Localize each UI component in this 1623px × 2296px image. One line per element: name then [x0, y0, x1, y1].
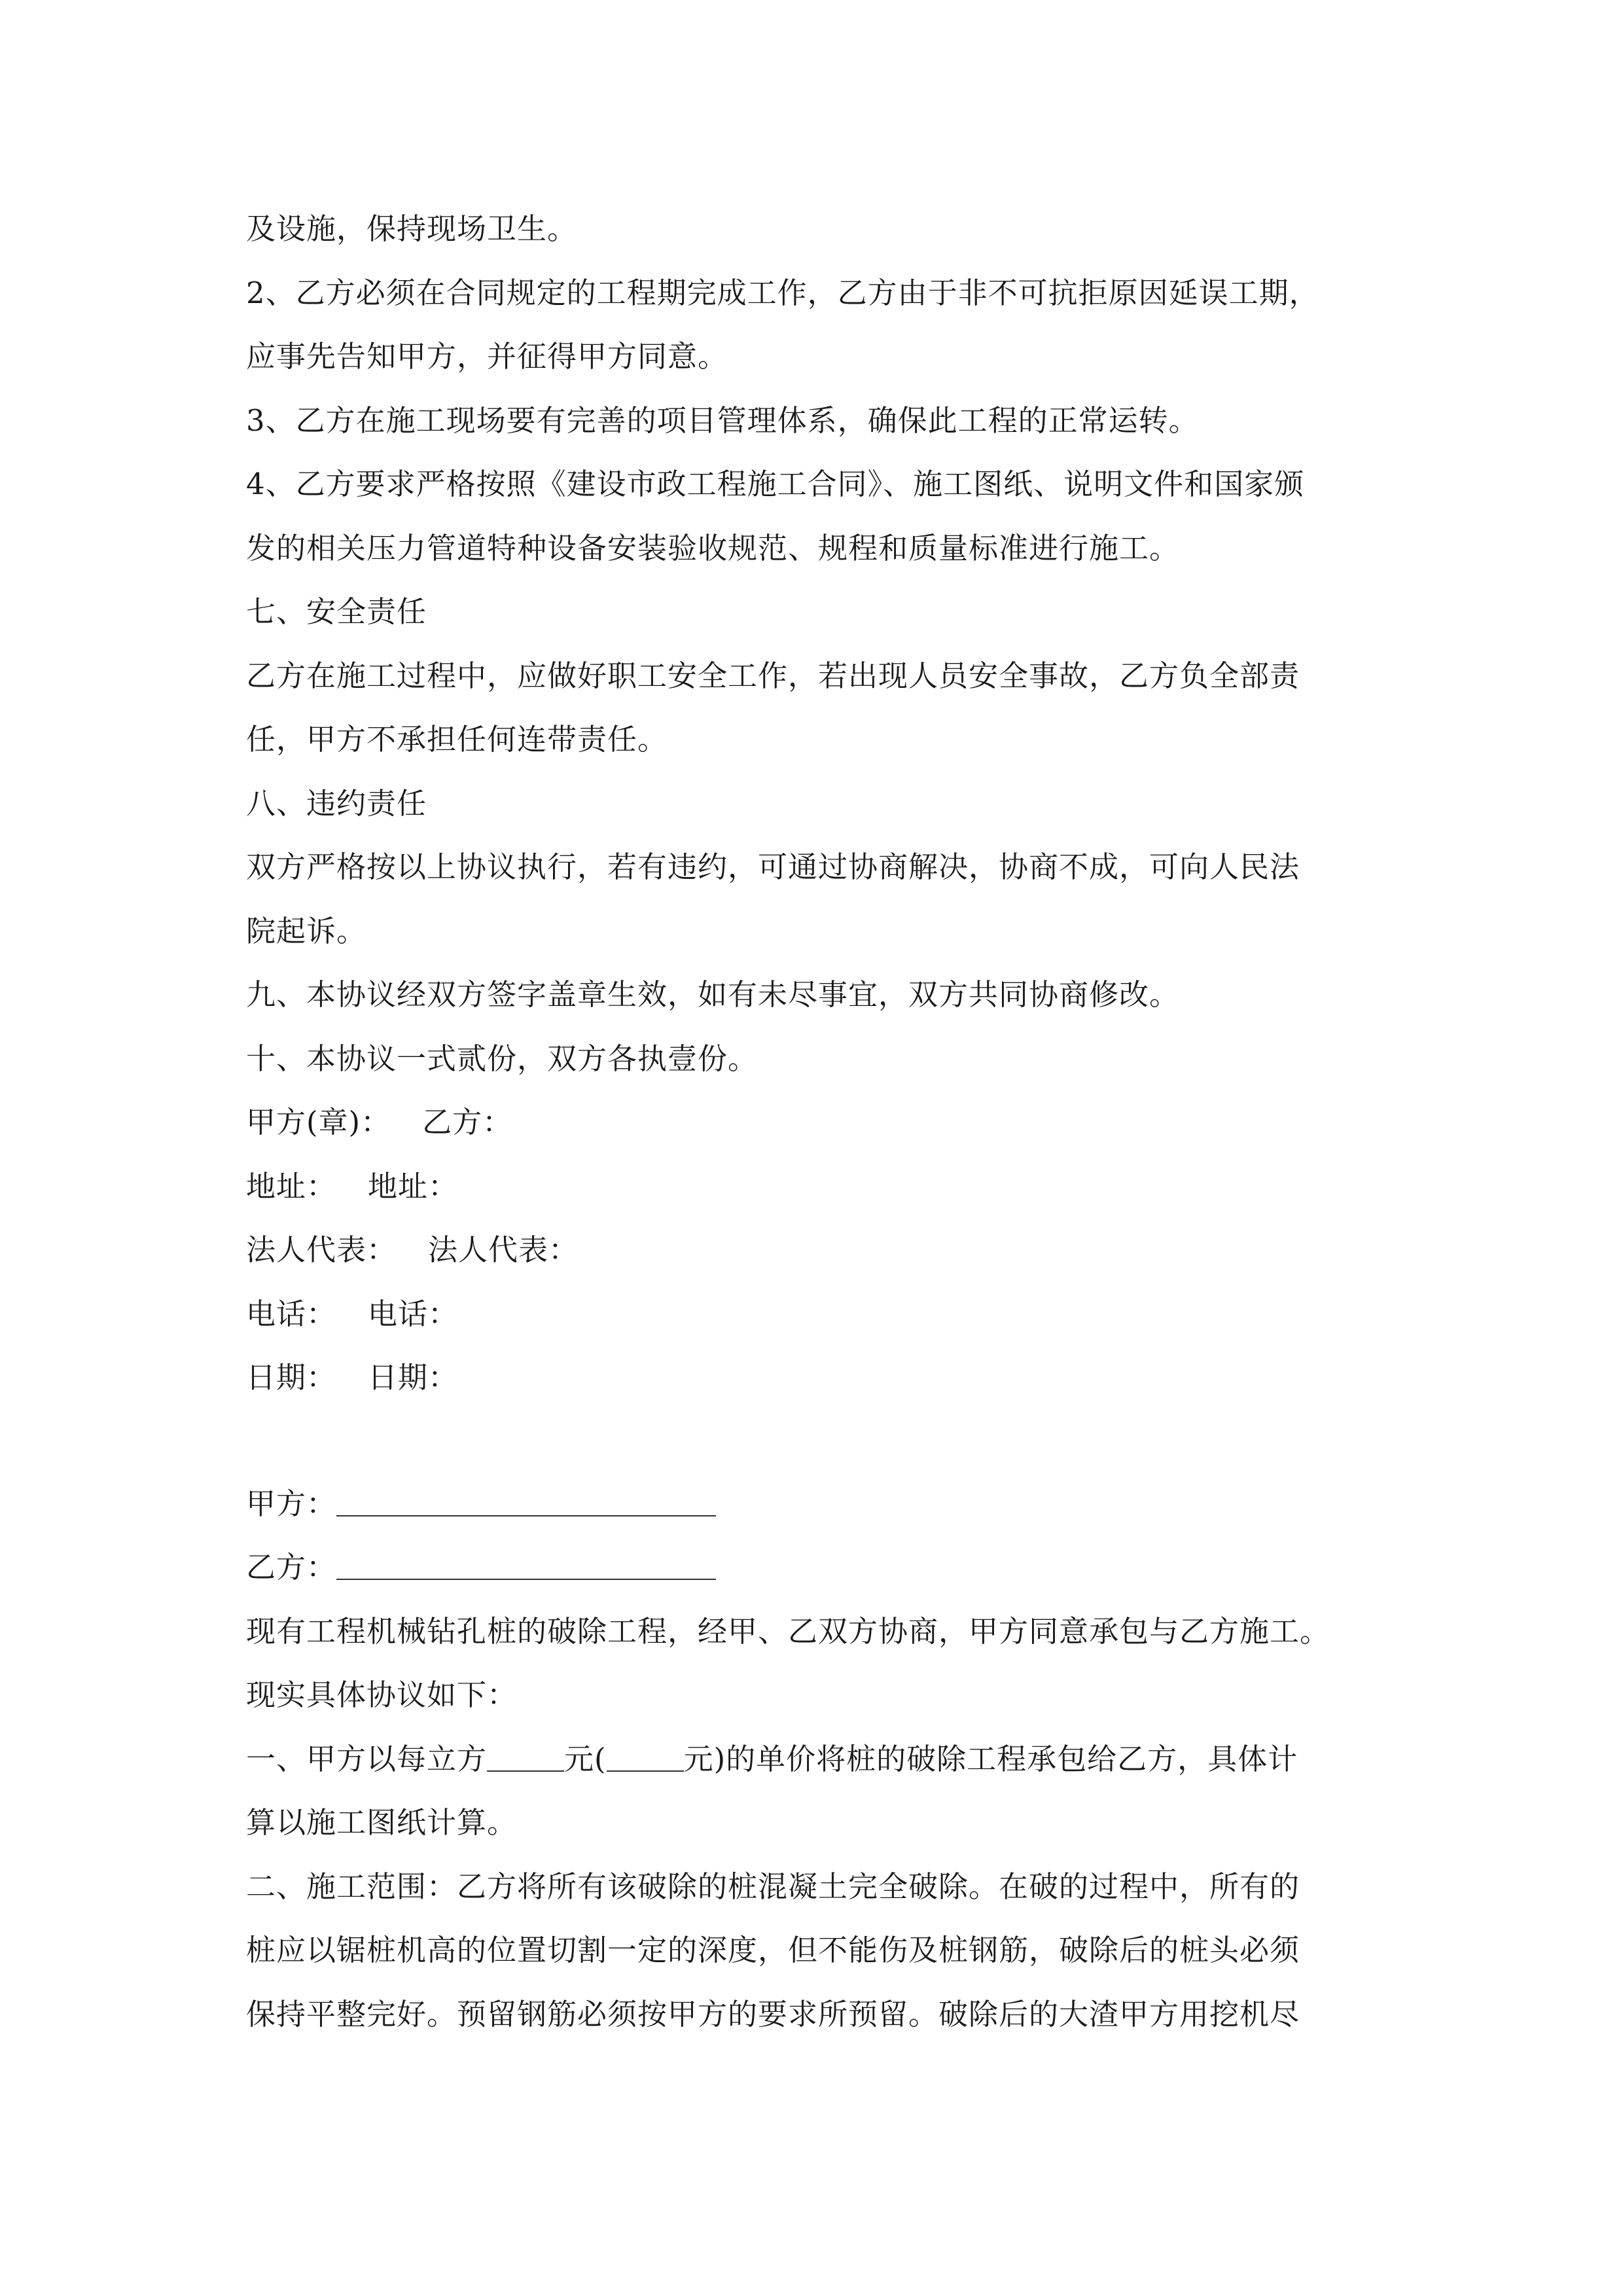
breach-line-1: 双方严格按以上协议执行，若有违约，可通过协商解决，协商不成，可向人民法: [246, 850, 1300, 884]
price-clause-part-1: 一、甲方以每立方: [246, 1742, 488, 1776]
signature-row-date: [246, 1358, 458, 1397]
scope-line-1: 二、施工范围：乙方将所有该破除的桩混凝土完全破除。在破的过程中，所有的: [246, 1869, 1300, 1904]
clause-text: 及设施，保持现场卫生。: [246, 211, 578, 246]
rep-a-label: 法人代表：: [246, 1232, 397, 1267]
date-a-label: 日期：: [246, 1360, 337, 1395]
price-clause-line-2: 算以施工图纸计算。: [246, 1805, 518, 1840]
safety-line-1: 乙方在施工过程中，应做好职工安全工作，若出现人员安全事故，乙方负全部责: [246, 658, 1300, 693]
party-a-line: [246, 1484, 716, 1524]
phone-a-label: 电话：: [246, 1297, 337, 1331]
party-b-line: [246, 1548, 716, 1587]
clause-9: 九、本协议经双方签字盖章生效，如有未尽事宜，双方共同协商修改。: [246, 977, 1180, 1012]
rep-b-label: 法人代表：: [428, 1232, 579, 1267]
party-b-underline: [336, 1552, 716, 1580]
price-clause-line-1: [246, 1740, 1298, 1779]
party-a-underline: [336, 1489, 716, 1516]
breach-line-2: 院起诉。: [246, 914, 367, 948]
signature-row-phone: [246, 1295, 458, 1334]
clause-3: 3、乙方在施工现场要有完善的项目管理体系，确保此工程的正常运转。: [246, 403, 1199, 438]
party-b-label: 乙方：: [422, 1105, 513, 1139]
clause-10: 十、本协议一式贰份，双方各执壹份。: [246, 1041, 758, 1076]
price-blank-1: [487, 1744, 564, 1772]
clause-4-line-1: 4、乙方要求严格按照《建设市政工程施工合同》、施工图纸、说明文件和国家颁: [246, 467, 1305, 501]
signature-row-rep: [246, 1230, 579, 1270]
safety-heading: 七、安全责任: [246, 594, 427, 629]
clause-2-line-2: 应事先告知甲方，并征得甲方同意。: [246, 339, 728, 374]
intro-line-1: 现有工程机械钻孔桩的破除工程，经甲、乙双方协商，甲方同意承包与乙方施工。: [246, 1614, 1330, 1649]
signature-row-address: [246, 1167, 458, 1206]
signature-row-party: [246, 1103, 512, 1142]
price-clause-part-3: 元)的单价将桩的破除工程承包给乙方，具体计: [683, 1742, 1298, 1776]
party-a-seal-label: 甲方(章)：: [246, 1105, 391, 1139]
breach-heading: 八、违约责任: [246, 786, 427, 821]
scope-line-2: 桩应以锯桩机高的位置切割一定的深度，但不能伤及桩钢筋，破除后的桩头必须: [246, 1933, 1300, 1967]
safety-line-2: 任，甲方不承担任何连带责任。: [246, 722, 668, 757]
clause-2-line-1: 2、乙方必须在合同规定的工程期完成工作，乙方由于非不可抗拒原因延误工期，: [246, 276, 1319, 310]
document-page: [246, 0, 1385, 2296]
address-b-label: 地址：: [368, 1169, 459, 1204]
price-blank-2: [607, 1744, 684, 1772]
clause-4-line-2: 发的相关压力管道特种设备安装验收规范、规程和质量标准进行施工。: [246, 531, 1180, 565]
party-b-label-2: 乙方：: [246, 1550, 337, 1585]
phone-b-label: 电话：: [368, 1297, 459, 1331]
party-a-label: 甲方：: [246, 1486, 337, 1521]
date-b-label: 日期：: [368, 1360, 459, 1395]
intro-line-2: 现实具体协议如下：: [246, 1677, 518, 1712]
scope-line-3: 保持平整完好。预留钢筋必须按甲方的要求所预留。破除后的大渣甲方用挖机尽: [246, 1997, 1300, 2032]
address-a-label: 地址：: [246, 1169, 337, 1204]
price-clause-part-2: 元(: [564, 1742, 607, 1776]
